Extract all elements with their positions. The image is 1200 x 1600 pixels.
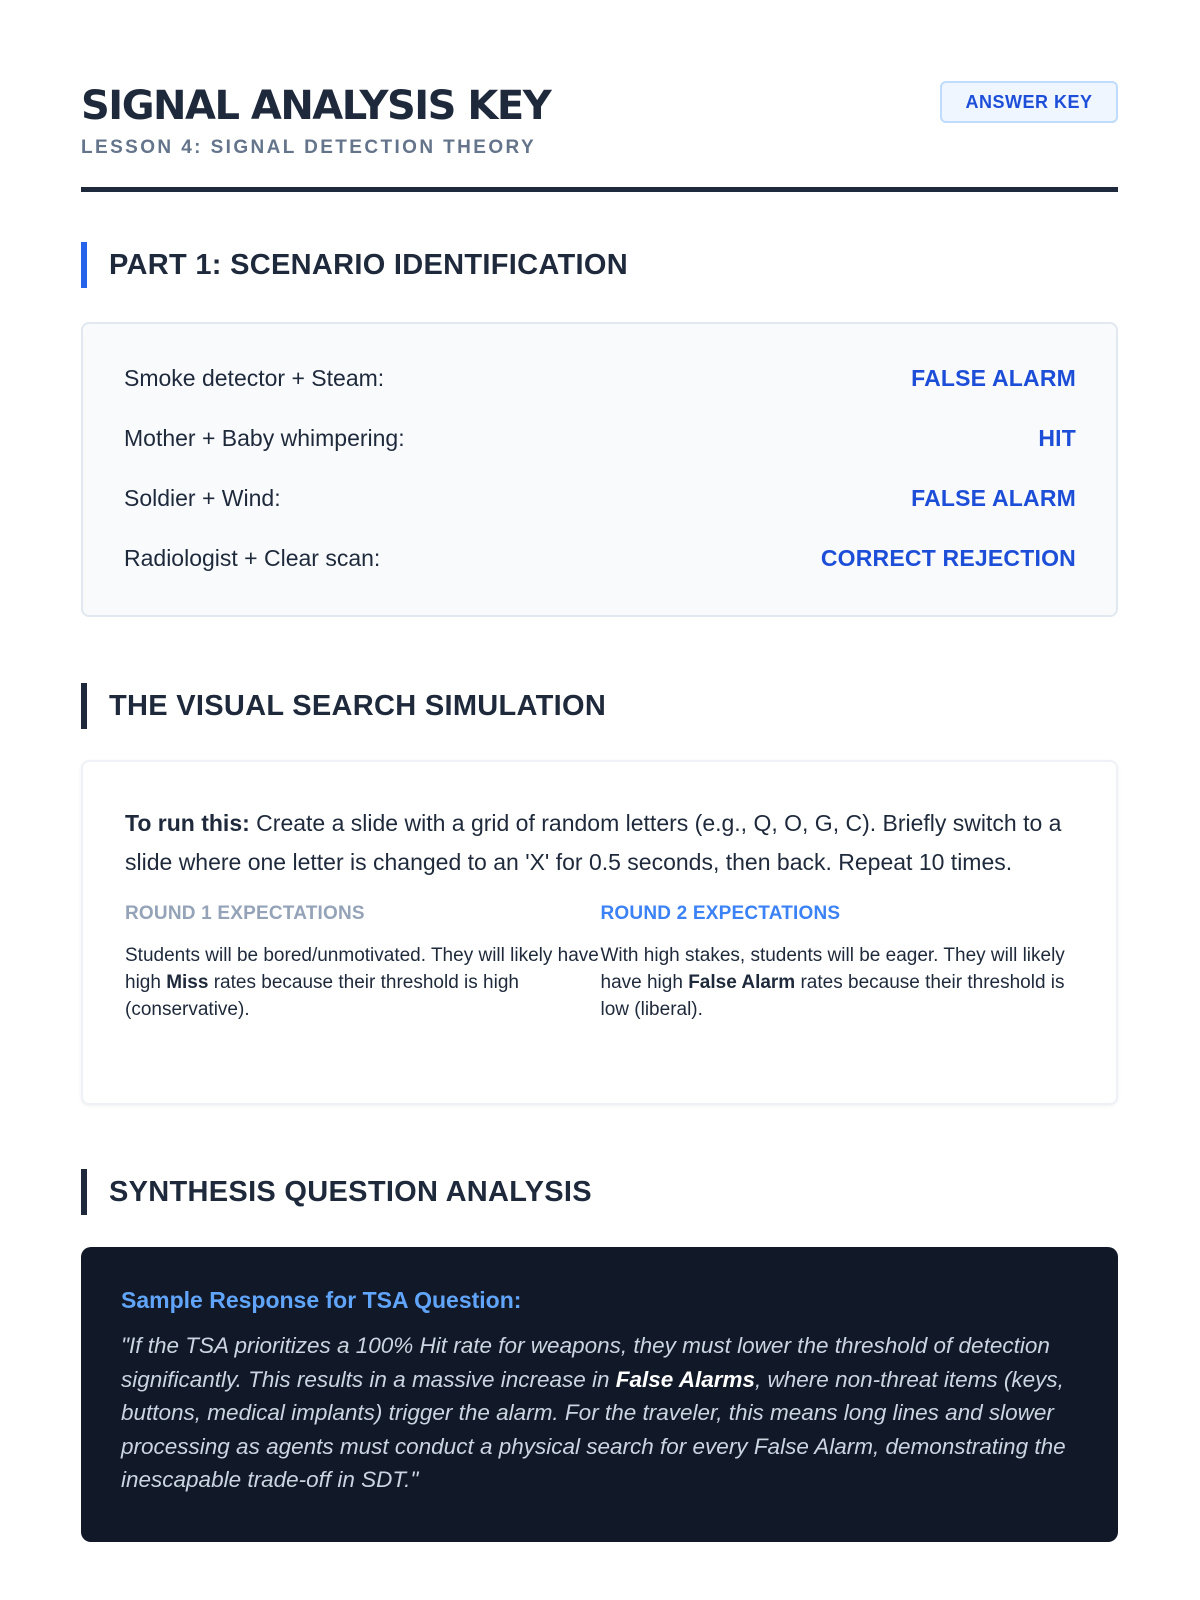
simulation-intro-bold: To run this: xyxy=(125,810,250,836)
part1-heading: PART 1: SCENARIO IDENTIFICATION xyxy=(81,242,628,288)
scenario-label: Radiologist + Clear scan: xyxy=(124,544,381,571)
round-2-title: ROUND 2 EXPECTATIONS xyxy=(600,903,841,924)
round-2 xyxy=(601,902,1077,1023)
scenario-label: Smoke detector + Steam: xyxy=(124,364,385,391)
scenario-answer: HIT xyxy=(1038,424,1076,451)
scenario-row xyxy=(124,348,1076,408)
scenario-answer: FALSE ALARM xyxy=(911,364,1076,391)
synthesis-quote-bold: False Alarms xyxy=(615,1366,756,1392)
scenario-answer: FALSE ALARM xyxy=(911,484,1076,511)
round-2-text xyxy=(601,942,1077,1023)
synthesis-box xyxy=(81,1247,1118,1542)
page-title: SIGNAL ANALYSIS KEY xyxy=(81,83,551,129)
header xyxy=(81,0,1118,192)
round-2-text-after: rates because their threshold is low (liberal). xyxy=(600,972,1065,1020)
page-subtitle: LESSON 4: SIGNAL DETECTION THEORY xyxy=(81,137,537,158)
round-1-title: ROUND 1 EXPECTATIONS xyxy=(125,903,365,924)
rounds xyxy=(125,902,1076,1023)
round-1-text-after: rates because their threshold is high (conservative). xyxy=(125,972,519,1020)
synthesis-quote xyxy=(121,1329,1078,1497)
scenario-label: Soldier + Wind: xyxy=(124,484,281,511)
scenario-label: Mother + Baby whimpering: xyxy=(124,424,405,451)
synthesis-quote-before: "If the TSA prioritizes a 100% Hit rate for weapons, they must lower the threshold of detection significantly. This results in a massive increase in xyxy=(121,1333,1050,1392)
simulation-intro xyxy=(125,804,1076,882)
scenario-identification-card xyxy=(81,322,1118,617)
answer-key-badge: ANSWER KEY xyxy=(940,81,1118,123)
round-1-text-before: Students will be bored/unmotivated. They will likely have high xyxy=(125,945,599,993)
simulation-card xyxy=(81,760,1118,1105)
round-1-text xyxy=(125,942,601,1023)
simulation-intro-text: Create a slide with a grid of random letters (e.g., Q, O, G, C). Briefly switch to a slide where one letter is changed to an 'X' for 0.5 seconds, then back. Repeat 10 times. xyxy=(125,810,1062,875)
round-2-text-before: With high stakes, students will be eager. They will likely have high xyxy=(600,945,1065,993)
synthesis-title: Sample Response for TSA Question: xyxy=(121,1287,522,1313)
round-1-text-bold: Miss xyxy=(166,972,209,993)
synthesis-heading: SYNTHESIS QUESTION ANALYSIS xyxy=(81,1169,592,1215)
synthesis-quote-after: , where non-threat items (keys, buttons, medical implants) trigger the alarm. For the traveler, this means long lines and slower processing as agents must conduct a physical search for every False Alarm, demonstrating the inescapable trade-off in SDT." xyxy=(121,1366,1066,1492)
round-2-text-bold: False Alarm xyxy=(688,972,796,993)
scenario-row xyxy=(124,528,1076,588)
scenario-row xyxy=(124,468,1076,528)
round-1 xyxy=(125,902,601,1023)
scenario-answer: CORRECT REJECTION xyxy=(820,544,1076,571)
simulation-heading: THE VISUAL SEARCH SIMULATION xyxy=(81,683,606,729)
scenario-row xyxy=(124,408,1076,468)
